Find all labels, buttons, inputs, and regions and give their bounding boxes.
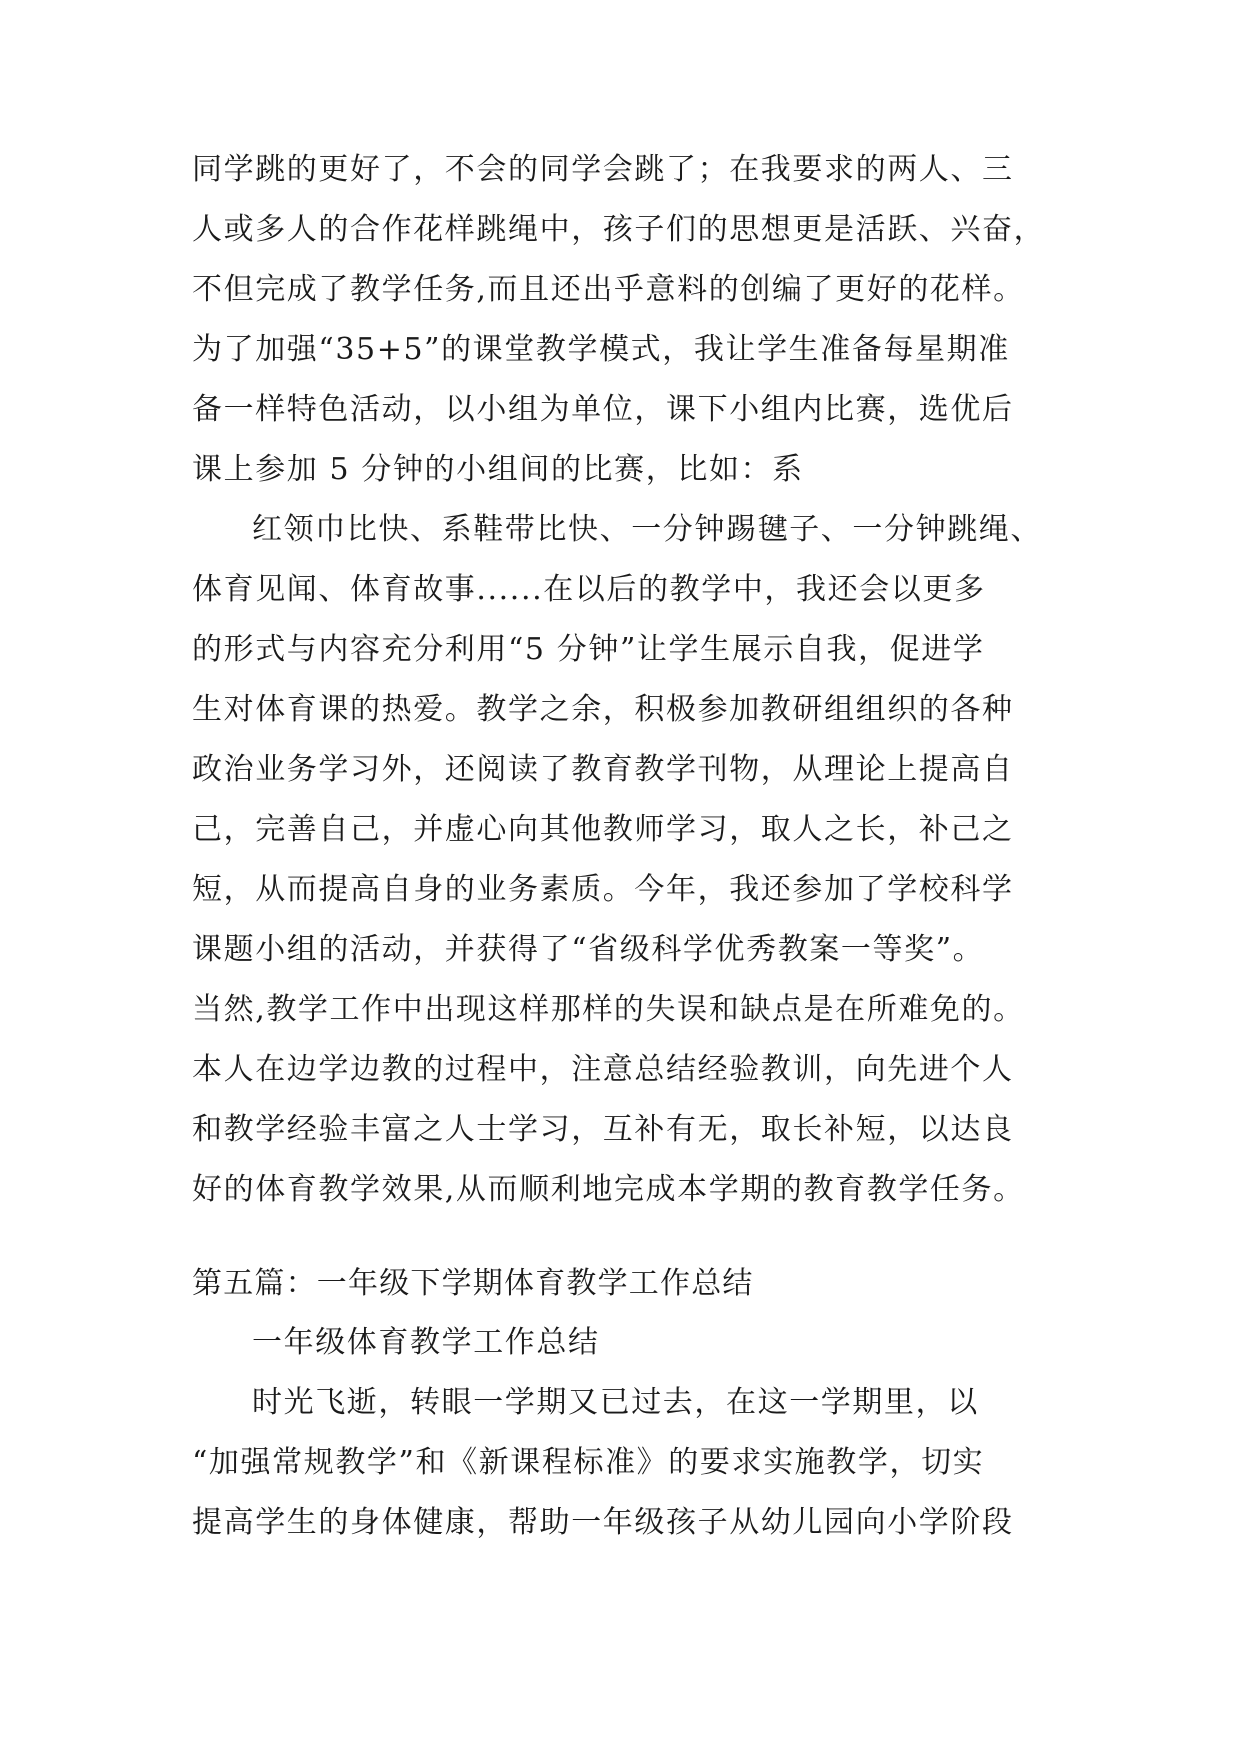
text-line: 和教学经验丰富之人士学习，互补有无，取长补短，以达良 [192,1112,1014,1147]
text-line: 短，从而提高自身的业务素质。今年，我还参加了学校科学 [192,872,1014,907]
text-line: 好的体育教学效果,从而顺利地完成本学期的教育教学任务。 [192,1172,1025,1207]
text-line: 的形式与内容充分利用“5 分钟”让学生展示自我，促进学 [192,632,985,667]
text-line: 不但完成了教学任务,而且还出乎意料的创编了更好的花样。 [192,272,1025,307]
text-line: 生对体育课的热爱。教学之余，积极参加教研组组织的各种 [192,692,1014,727]
text-line: 为了加强“35+5”的课堂教学模式，我让学生准备每星期准 [192,332,1010,367]
text-line: 课题小组的活动，并获得了“省级科学优秀教案一等奖”。 [192,932,985,967]
text-line: 时光飞逝，转眼一学期又已过去，在这一学期里，以 [252,1385,979,1420]
text-line: 备一样特色活动，以小组为单位，课下小组内比赛，选优后 [192,392,1014,427]
text-line: 同学跳的更好了，不会的同学会跳了；在我要求的两人、三 [192,152,1014,187]
text-line: 体育见闻、体育故事......在以后的教学中，我还会以更多 [192,572,986,607]
text-line: 当然,教学工作中出现这样那样的失误和缺点是在所难免的。 [192,992,1025,1027]
subtitle: 一年级体育教学工作总结 [252,1325,600,1360]
text-line: 本人在边学边教的过程中，注意总结经验教训，向先进个人 [192,1052,1014,1087]
text-line: 课上参加 5 分钟的小组间的比赛，比如：系 [192,452,804,487]
text-line: 提高学生的身体健康，帮助一年级孩子从幼儿园向小学阶段 [192,1505,1014,1540]
text-line: 己，完善自己，并虚心向其他教师学习，取人之长，补己之 [192,812,1014,847]
text-line: 红领巾比快、系鞋带比快、一分钟踢毽子、一分钟跳绳、 [252,512,1042,547]
section-title: 第五篇：一年级下学期体育教学工作总结 [192,1266,754,1301]
text-line: “加强常规教学”和《新课程标准》的要求实施教学，切实 [192,1445,985,1480]
text-line: 政治业务学习外，还阅读了教育教学刊物，从理论上提高自 [192,752,1014,787]
text-line: 人或多人的合作花样跳绳中，孩子们的思想更是活跃、兴奋， [192,212,1046,247]
